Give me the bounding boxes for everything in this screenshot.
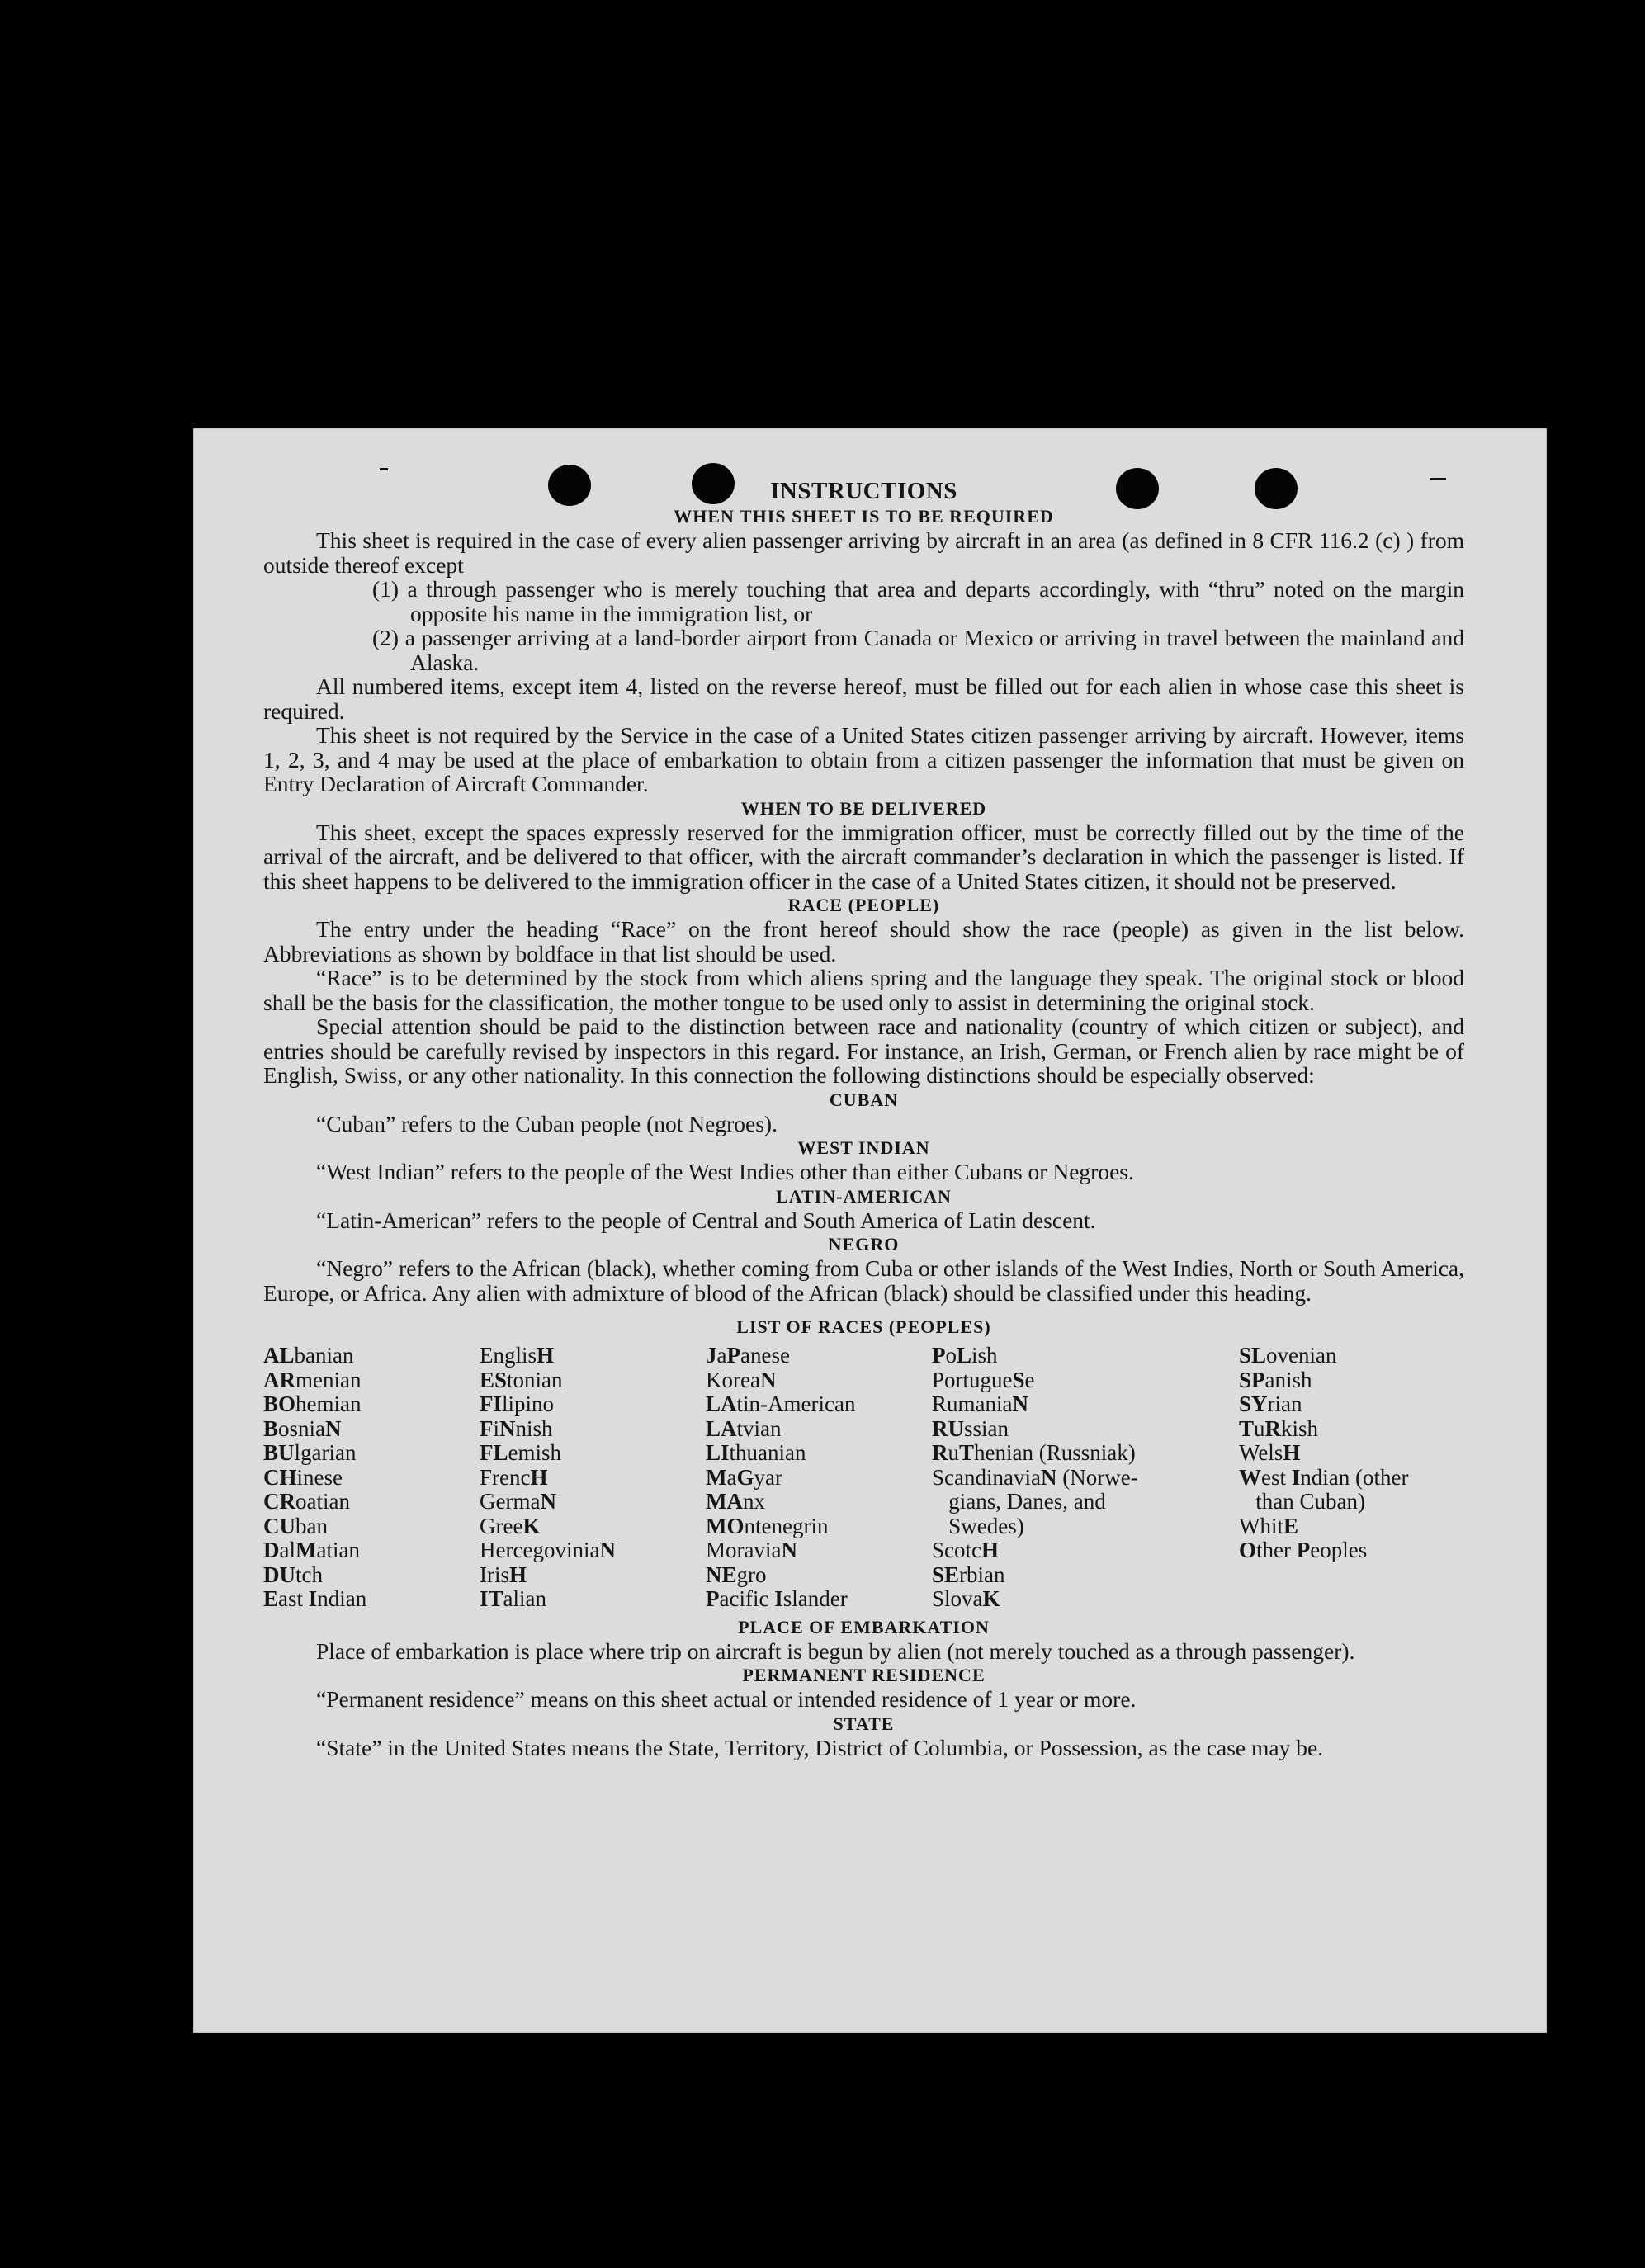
race-entry (706, 1466, 932, 1491)
race-entry (1239, 1466, 1464, 1491)
race-text: ssian (964, 1415, 1009, 1441)
race-abbreviation: I (774, 1586, 783, 1611)
race-text: Rumania (932, 1392, 1013, 1416)
race-abbreviation: P (932, 1343, 946, 1368)
race-column (1239, 1344, 1464, 1612)
race-entry (480, 1466, 706, 1491)
race-entry (1239, 1344, 1464, 1368)
race-abbreviation: H (530, 1464, 548, 1490)
race-text: rbian (959, 1562, 1005, 1587)
paragraph: All numbered items, except item 4, listed on the reverse hereof, must be filled out for each alien in whose case this sheet is required. (263, 673, 1464, 724)
race-entry (480, 1563, 706, 1588)
race-text: osnia (278, 1415, 326, 1441)
race-text: ish (971, 1343, 998, 1368)
race-text: acific (719, 1586, 775, 1611)
race-text: ban (295, 1513, 328, 1538)
race-abbreviation: N (499, 1415, 516, 1441)
race-text: slander (782, 1586, 848, 1611)
race-column (480, 1344, 706, 1612)
race-entry (706, 1538, 932, 1563)
race-entry (932, 1344, 1239, 1368)
race-entry (706, 1392, 932, 1417)
race-text: oatian (295, 1489, 350, 1514)
race-text: Slova (932, 1586, 983, 1611)
race-abbreviation: RU (932, 1415, 964, 1441)
race-text: i (493, 1415, 500, 1441)
race-abbreviation: BO (263, 1392, 296, 1416)
race-abbreviation: AR (263, 1367, 295, 1392)
race-abbreviation: LA (706, 1415, 737, 1441)
race-abbreviation: B (263, 1415, 279, 1441)
paragraph: This sheet is required in the case of every alien passenger arriving by aircraft in an area (as defined in 8 CFR 116.2 (c) ) from outside thereof except (263, 527, 1464, 578)
race-entry (706, 1368, 932, 1393)
race-text: rian (1267, 1392, 1302, 1416)
race-abbreviation: E (263, 1586, 279, 1611)
race-entry (480, 1514, 706, 1539)
race-entry (706, 1514, 932, 1539)
race-abbreviation: N (1012, 1392, 1028, 1416)
race-text: gro (736, 1562, 767, 1587)
race-text: Moravia (706, 1538, 782, 1562)
race-abbreviation: L (957, 1343, 972, 1368)
section-heading: PLACE OF EMBARKATION (738, 1616, 990, 1637)
race-abbreviation: CH (263, 1464, 297, 1490)
race-text: ther (1256, 1538, 1297, 1562)
section-heading: WHEN THIS SHEET IS TO BE REQUIRED (674, 506, 1054, 527)
paragraph: “Latin-American” refers to the people of Central and South America of Latin descent. (316, 1207, 1096, 1233)
race-abbreviation: ES (480, 1367, 508, 1392)
race-text: u (948, 1440, 959, 1465)
paragraph: “State” in the United States means the State, Territory, District of Columbia, or Possession, as the case may be. (316, 1734, 1324, 1760)
race-entry (1239, 1392, 1464, 1417)
race-abbreviation: N (599, 1538, 616, 1562)
race-entry (932, 1441, 1239, 1466)
race-entry (263, 1368, 480, 1393)
race-entry (706, 1563, 932, 1588)
race-abbreviation: H (1283, 1440, 1301, 1465)
race-entry (480, 1417, 706, 1442)
race-abbreviation: CR (263, 1489, 295, 1514)
race-abbreviation: MA (706, 1489, 743, 1514)
race-entry (706, 1417, 932, 1442)
section-heading: WEST INDIAN (797, 1137, 930, 1158)
race-text: est (1261, 1464, 1292, 1490)
race-abbreviation: H (509, 1562, 527, 1587)
race-abbreviation: N (759, 1367, 777, 1392)
race-abbreviation: SY (1239, 1392, 1268, 1416)
race-entry (932, 1417, 1239, 1442)
race-text: tvian (736, 1415, 782, 1441)
section-heading: CUBAN (829, 1089, 899, 1110)
race-abbreviation: S (1012, 1367, 1025, 1392)
race-entry (263, 1587, 480, 1612)
race-abbreviation: BU (263, 1440, 295, 1465)
race-text: nx (742, 1489, 765, 1514)
document-sheet (193, 428, 1547, 2033)
race-list (263, 1344, 1464, 1612)
race-abbreviation: AL (263, 1343, 295, 1368)
race-abbreviation: M (706, 1464, 727, 1490)
race-entry (932, 1514, 1239, 1539)
race-abbreviation: NE (706, 1562, 737, 1587)
race-abbreviation: K (982, 1586, 1000, 1611)
race-text: ntenegrin (744, 1513, 829, 1538)
section-heading: LATIN-AMERICAN (776, 1185, 952, 1207)
race-text: ovenian (1266, 1343, 1337, 1368)
paragraph: This sheet is not required by the Service in the case of a United States citizen passenger arriving by aircraft. However, items 1, 2, 3, and 4 may be used at the place of embarkation to obtain from a citizen passenger the information that must be given on Entry Declaration of Aircraft Commander. (263, 722, 1464, 796)
race-abbreviation: F (480, 1415, 494, 1441)
race-entry (480, 1490, 706, 1514)
race-entry (932, 1538, 1239, 1563)
paragraph: Place of embarkation is place where trip on aircraft is begun by alien (not merely touched as a through passenger). (316, 1637, 1355, 1664)
race-text: Wels (1239, 1440, 1283, 1465)
race-text: eoples (1310, 1538, 1368, 1562)
closing-sections (263, 1615, 1464, 1760)
race-text: a (716, 1343, 727, 1368)
race-entry (706, 1587, 932, 1612)
race-text: a (726, 1464, 737, 1490)
race-column (706, 1344, 932, 1612)
race-entry (263, 1563, 480, 1588)
race-text: anish (1264, 1367, 1312, 1392)
race-text: e (1024, 1367, 1035, 1392)
list-item: (2) a passenger arriving at a land-border airport from Canada or Mexico or arriving in travel between the mainland and Alaska. (372, 625, 1464, 675)
race-entry (1239, 1514, 1464, 1539)
race-text: hemian (295, 1392, 362, 1416)
race-entry (480, 1344, 706, 1368)
race-text: ndian (317, 1586, 367, 1611)
race-abbreviation: N (1040, 1464, 1057, 1490)
paragraph: “Cuban” refers to the Cuban people (not Negroes). (316, 1110, 778, 1136)
race-abbreviation: DU (263, 1562, 295, 1587)
race-abbreviation: R (932, 1440, 948, 1465)
race-abbreviation: P (726, 1343, 740, 1368)
race-entry (706, 1344, 932, 1368)
race-text: gians, Danes, and (932, 1489, 1106, 1514)
instructions-body (263, 478, 1464, 1760)
race-column (263, 1344, 480, 1612)
race-entry (263, 1538, 480, 1563)
race-text: tin-American (736, 1392, 856, 1416)
race-entry (1239, 1417, 1464, 1442)
race-abbreviation: FI (480, 1392, 502, 1416)
race-abbreviation: SE (932, 1562, 960, 1587)
race-text: yar (754, 1464, 782, 1490)
race-text: tonian (507, 1367, 563, 1392)
race-entry (932, 1368, 1239, 1393)
race-entry (263, 1344, 480, 1368)
race-entry (480, 1538, 706, 1563)
race-abbreviation: LI (706, 1440, 730, 1465)
race-abbreviation: E (1283, 1513, 1299, 1538)
race-entry (706, 1490, 932, 1514)
race-abbreviation: I (1291, 1464, 1301, 1490)
race-text: tch (295, 1562, 323, 1587)
race-abbreviation: I (308, 1586, 318, 1611)
race-entry (480, 1441, 706, 1466)
race-text: banian (294, 1343, 354, 1368)
race-abbreviation: T (1239, 1415, 1255, 1441)
race-column (932, 1344, 1239, 1612)
race-entry (480, 1587, 706, 1612)
race-text: Whit (1239, 1513, 1283, 1538)
race-text: atian (316, 1538, 360, 1562)
paragraph: “West Indian” refers to the people of the West Indies other than either Cubans or Negroes. (316, 1159, 1134, 1184)
race-abbreviation: D (263, 1538, 280, 1562)
race-text: Iris (480, 1562, 509, 1587)
section-heading: PERMANENT RESIDENCE (742, 1665, 986, 1685)
race-entry (932, 1466, 1239, 1491)
race-abbreviation: T (959, 1440, 975, 1465)
race-text: ast (278, 1586, 309, 1611)
race-abbreviation: IT (480, 1586, 503, 1611)
race-entry (263, 1417, 480, 1442)
section-heading: STATE (833, 1713, 895, 1734)
race-entry (706, 1441, 932, 1466)
race-abbreviation: H (981, 1538, 1000, 1562)
list-item: (1) a through passenger who is merely touching that area and departs accordingly, with “thru” noted on the margin opposite his name in the immigration list, or (372, 576, 1464, 626)
race-entry (263, 1392, 480, 1417)
race-entry (1239, 1490, 1464, 1514)
race-text: henian (Russniak) (974, 1440, 1136, 1465)
race-text: (Norwe- (1056, 1464, 1138, 1490)
paragraph: “Permanent residence” means on this sheet actual or intended residence of 1 year or more. (316, 1686, 1137, 1712)
race-entry (263, 1514, 480, 1539)
race-text: nish (515, 1415, 553, 1441)
race-text: thuanian (729, 1440, 806, 1465)
instruction-sections (263, 504, 1464, 1305)
race-entry (932, 1587, 1239, 1612)
race-abbreviation: G (736, 1464, 754, 1490)
races-heading: LIST OF RACES (PEOPLES) (736, 1316, 991, 1337)
race-abbreviation: R (1264, 1415, 1282, 1441)
race-text: ndian (other (1300, 1464, 1409, 1490)
race-text: lgarian (294, 1440, 357, 1465)
section-heading: WHEN TO BE DELIVERED (740, 797, 987, 819)
race-entry (480, 1368, 706, 1393)
race-text: inese (296, 1464, 343, 1490)
race-abbreviation: FL (480, 1440, 508, 1465)
race-text: u (1254, 1415, 1265, 1441)
paragraph: “Negro” refers to the African (black), whether coming from Cuba or other islands of the West Indies, North or South America, Europe, or Africa. Any alien with admixture of blood of the African (black) should be classified under this heading. (263, 1255, 1464, 1306)
race-text: al (279, 1538, 295, 1562)
race-text: o (945, 1343, 957, 1368)
race-text: menian (295, 1367, 362, 1392)
race-entry (1239, 1368, 1464, 1393)
race-entry (1239, 1441, 1464, 1466)
race-entry (932, 1563, 1239, 1588)
race-entry (480, 1392, 706, 1417)
paragraph: Special attention should be paid to the distinction between race and nationality (country of which citizen or subject), and entries should be carefully revised by inspectors in this regard. For instance, an Irish, German, or French alien by race might be of English, Swiss, or any other nationality. In this connection the following distinctions should be especially observed: (263, 1014, 1464, 1088)
race-abbreviation: N (781, 1538, 797, 1562)
race-text: anese (740, 1343, 790, 1368)
race-abbreviation: J (706, 1343, 717, 1368)
race-text: alian (503, 1586, 547, 1611)
race-entry (932, 1392, 1239, 1417)
race-abbreviation: K (522, 1513, 541, 1538)
race-abbreviation: N (540, 1489, 556, 1514)
race-text: Germa (480, 1489, 541, 1514)
race-abbreviation: P (706, 1586, 720, 1611)
page-title: INSTRUCTIONS (770, 478, 957, 504)
race-abbreviation: H (537, 1343, 555, 1368)
section-heading: NEGRO (828, 1234, 900, 1254)
race-text: Korea (706, 1367, 760, 1392)
race-abbreviation: O (1239, 1538, 1257, 1562)
race-entry (263, 1490, 480, 1514)
race-text: kish (1281, 1415, 1319, 1441)
smudge-mark (380, 468, 388, 470)
race-abbreviation: W (1239, 1464, 1261, 1490)
race-text: Portugue (932, 1367, 1013, 1392)
race-text: Frenc (480, 1464, 531, 1490)
race-text: Gree (480, 1513, 523, 1538)
race-text: Swedes) (932, 1513, 1024, 1538)
race-abbreviation: CU (263, 1513, 295, 1538)
paragraph: This sheet, except the spaces expressly reserved for the immigration officer, must be correctly filled out by the time of the arrival of the aircraft, and be delivered to that officer, with the aircraft commander’s declaration in which the passenger is listed. If this sheet happens to be delivered to the immigration officer in the case of a United States citizen, it should not be preserved. (263, 819, 1464, 894)
race-abbreviation: LA (706, 1392, 737, 1416)
race-abbreviation: SL (1239, 1343, 1267, 1368)
race-text: Scotc (932, 1538, 981, 1562)
race-text: Hercegovinia (480, 1538, 600, 1562)
race-abbreviation: M (295, 1538, 317, 1562)
race-abbreviation: N (325, 1415, 342, 1441)
paragraph: The entry under the heading “Race” on the front hereof should show the race (people) as given in the list below. Abbreviations as shown by boldface in that list should be used. (263, 916, 1464, 966)
paragraph: “Race” is to be determined by the stock from which aliens spring and the language they speak. The original stock or blood shall be the basis for the classification, the mother tongue to be used only to assist in determining the original stock. (263, 965, 1464, 1015)
race-text: Englis (480, 1343, 537, 1368)
race-abbreviation: P (1296, 1538, 1311, 1562)
race-entry (263, 1441, 480, 1466)
race-text: lipino (502, 1392, 555, 1416)
race-text: emish (508, 1440, 562, 1465)
race-entry (1239, 1538, 1464, 1563)
section-heading: RACE (PEOPLE) (787, 895, 940, 915)
race-abbreviation: SP (1239, 1367, 1265, 1392)
race-text: than Cuban) (1239, 1489, 1365, 1514)
race-entry (932, 1490, 1239, 1514)
race-entry (263, 1466, 480, 1491)
race-abbreviation: MO (706, 1513, 745, 1538)
race-text: Scandinavia (932, 1464, 1041, 1490)
